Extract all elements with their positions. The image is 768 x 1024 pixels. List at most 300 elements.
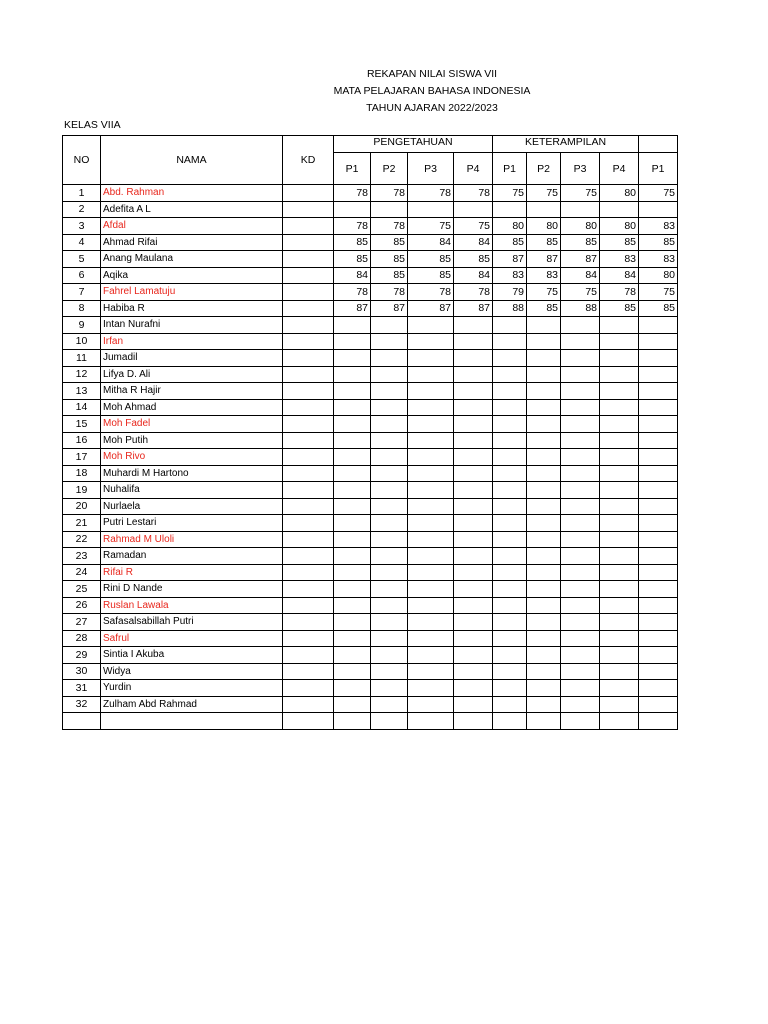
score-cell: 85	[600, 300, 639, 317]
score-cell	[408, 333, 454, 350]
score-cell	[493, 696, 527, 713]
title-line-2: MATA PELAJARAN BAHASA INDONESIA	[333, 85, 531, 97]
row-number: 11	[63, 350, 101, 367]
score-cell	[639, 548, 678, 565]
score-cell	[639, 680, 678, 697]
score-cell: 78	[454, 185, 493, 202]
score-cell	[454, 515, 493, 532]
score-cell	[639, 696, 678, 713]
score-cell	[454, 399, 493, 416]
score-cell: 88	[561, 300, 600, 317]
score-cell	[639, 663, 678, 680]
row-number: 26	[63, 597, 101, 614]
table-row	[63, 548, 678, 565]
score-cell	[371, 317, 408, 334]
score-cell	[561, 597, 600, 614]
sub-header: P2	[371, 153, 408, 185]
score-cell: 84	[454, 267, 493, 284]
score-cell	[561, 515, 600, 532]
student-name: Ahmad Rifai	[101, 234, 283, 251]
student-name: Adefita A L	[101, 201, 283, 218]
row-number: 28	[63, 630, 101, 647]
score-cell	[408, 482, 454, 499]
score-cell	[639, 465, 678, 482]
score-cell	[371, 548, 408, 565]
kd-cell	[283, 267, 334, 284]
score-cell	[639, 713, 678, 730]
kd-cell	[283, 251, 334, 268]
row-number: 15	[63, 416, 101, 433]
score-cell	[527, 515, 561, 532]
score-cell	[561, 416, 600, 433]
score-cell	[454, 317, 493, 334]
row-number: 25	[63, 581, 101, 598]
score-cell	[371, 383, 408, 400]
score-cell	[639, 366, 678, 383]
score-cell	[454, 482, 493, 499]
score-cell	[600, 713, 639, 730]
table-row	[63, 251, 678, 268]
row-number: 2	[63, 201, 101, 218]
score-cell	[334, 333, 371, 350]
score-cell	[639, 317, 678, 334]
score-cell	[527, 416, 561, 433]
score-cell: 83	[639, 251, 678, 268]
row-number: 3	[63, 218, 101, 235]
score-cell	[561, 531, 600, 548]
score-cell	[639, 350, 678, 367]
table-row	[63, 515, 678, 532]
score-cell	[639, 416, 678, 433]
score-cell	[408, 630, 454, 647]
score-cell: 75	[493, 185, 527, 202]
score-cell	[600, 465, 639, 482]
title-line-1: REKAPAN NILAI SISWA VII	[366, 68, 498, 80]
score-cell	[527, 597, 561, 614]
score-cell	[334, 383, 371, 400]
score-cell	[639, 482, 678, 499]
table-row	[63, 317, 678, 334]
score-cell	[454, 548, 493, 565]
kd-cell	[283, 482, 334, 499]
score-cell	[371, 201, 408, 218]
score-cell	[493, 482, 527, 499]
table-row	[63, 614, 678, 631]
row-number: 30	[63, 663, 101, 680]
score-cell	[561, 201, 600, 218]
student-name: Abd. Rahman	[101, 185, 283, 202]
kd-cell	[283, 531, 334, 548]
score-cell	[371, 366, 408, 383]
kd-cell	[283, 564, 334, 581]
table-row	[63, 465, 678, 482]
student-name: Ramadan	[101, 548, 283, 565]
score-cell	[600, 366, 639, 383]
score-cell	[639, 647, 678, 664]
score-cell	[334, 696, 371, 713]
score-cell	[334, 498, 371, 515]
table-row	[63, 531, 678, 548]
row-number: 24	[63, 564, 101, 581]
score-cell	[493, 465, 527, 482]
score-cell	[408, 416, 454, 433]
score-cell: 84	[600, 267, 639, 284]
score-cell	[639, 498, 678, 515]
score-cell	[600, 383, 639, 400]
score-cell	[493, 597, 527, 614]
score-cell: 85	[408, 251, 454, 268]
kd-cell	[283, 614, 334, 631]
score-cell	[561, 564, 600, 581]
score-cell	[334, 531, 371, 548]
score-cell	[454, 465, 493, 482]
kd-cell	[283, 465, 334, 482]
score-cell	[334, 581, 371, 598]
row-number: 4	[63, 234, 101, 251]
student-name: Yurdin	[101, 680, 283, 697]
kd-cell	[283, 498, 334, 515]
student-name: Aqika	[101, 267, 283, 284]
table-row	[63, 383, 678, 400]
score-cell	[561, 482, 600, 499]
score-cell	[493, 201, 527, 218]
kd-cell	[283, 201, 334, 218]
score-cell	[334, 713, 371, 730]
table-row	[63, 366, 678, 383]
score-cell: 75	[561, 284, 600, 301]
score-cell	[639, 564, 678, 581]
score-cell	[371, 647, 408, 664]
score-cell	[371, 680, 408, 697]
score-cell: 78	[408, 185, 454, 202]
row-number: 29	[63, 647, 101, 664]
score-cell	[454, 449, 493, 466]
score-cell	[334, 449, 371, 466]
student-name: Habiba R	[101, 300, 283, 317]
student-name: Moh Rivo	[101, 449, 283, 466]
score-cell	[527, 350, 561, 367]
score-cell	[371, 564, 408, 581]
score-cell	[527, 201, 561, 218]
score-cell	[493, 515, 527, 532]
score-cell	[334, 317, 371, 334]
kd-cell	[283, 383, 334, 400]
table-row	[63, 449, 678, 466]
kd-cell	[283, 416, 334, 433]
score-cell	[527, 548, 561, 565]
row-number: 20	[63, 498, 101, 515]
score-cell	[454, 366, 493, 383]
score-cell	[334, 663, 371, 680]
score-cell	[639, 630, 678, 647]
score-cell	[408, 680, 454, 697]
score-cell	[527, 333, 561, 350]
row-number: 6	[63, 267, 101, 284]
class-label: KELAS VIIA	[64, 119, 121, 131]
student-name: Rahmad M Uloli	[101, 531, 283, 548]
kd-cell	[283, 185, 334, 202]
score-cell	[600, 498, 639, 515]
row-number: 12	[63, 366, 101, 383]
score-cell	[527, 482, 561, 499]
score-cell	[639, 581, 678, 598]
score-cell	[371, 449, 408, 466]
score-cell	[408, 383, 454, 400]
kd-cell	[283, 449, 334, 466]
kd-cell	[283, 234, 334, 251]
score-cell	[639, 383, 678, 400]
score-cell	[639, 399, 678, 416]
score-cell: 85	[600, 234, 639, 251]
score-cell	[454, 680, 493, 697]
score-cell	[334, 399, 371, 416]
score-cell	[527, 696, 561, 713]
score-cell: 75	[561, 185, 600, 202]
kd-cell	[283, 515, 334, 532]
row-number: 1	[63, 185, 101, 202]
score-cell	[639, 515, 678, 532]
score-cell	[334, 482, 371, 499]
table-row	[63, 399, 678, 416]
score-cell	[527, 663, 561, 680]
score-cell: 80	[600, 218, 639, 235]
score-cell	[408, 696, 454, 713]
score-cell	[408, 432, 454, 449]
score-cell	[408, 614, 454, 631]
score-cell	[334, 432, 371, 449]
sub-header: P3	[408, 153, 454, 185]
score-cell: 78	[371, 284, 408, 301]
score-cell: 87	[493, 251, 527, 268]
score-cell	[454, 597, 493, 614]
score-cell	[561, 548, 600, 565]
student-name: Moh Putih	[101, 432, 283, 449]
student-name: Jumadil	[101, 350, 283, 367]
kd-cell	[283, 284, 334, 301]
score-cell: 75	[639, 185, 678, 202]
score-cell	[527, 366, 561, 383]
score-cell	[408, 597, 454, 614]
score-cell	[527, 432, 561, 449]
score-cell	[639, 531, 678, 548]
score-cell	[493, 663, 527, 680]
score-cell: 75	[454, 218, 493, 235]
student-name: Widya	[101, 663, 283, 680]
score-cell	[639, 597, 678, 614]
score-cell	[493, 531, 527, 548]
row-number: 32	[63, 696, 101, 713]
table-row	[63, 647, 678, 664]
score-cell	[408, 515, 454, 532]
score-cell	[334, 597, 371, 614]
score-cell	[493, 680, 527, 697]
score-cell	[454, 696, 493, 713]
student-name	[101, 713, 283, 730]
score-cell	[493, 614, 527, 631]
score-cell	[371, 696, 408, 713]
score-cell	[371, 416, 408, 433]
kd-cell	[283, 218, 334, 235]
score-cell	[527, 581, 561, 598]
row-number	[63, 713, 101, 730]
score-cell	[408, 647, 454, 664]
score-cell: 78	[454, 284, 493, 301]
kd-cell	[283, 350, 334, 367]
table-row	[63, 185, 678, 202]
row-number: 9	[63, 317, 101, 334]
score-cell: 78	[408, 284, 454, 301]
score-cell	[493, 449, 527, 466]
kd-cell	[283, 432, 334, 449]
score-cell	[600, 350, 639, 367]
score-cell	[561, 465, 600, 482]
score-cell	[454, 663, 493, 680]
score-cell	[408, 366, 454, 383]
score-cell: 78	[334, 185, 371, 202]
table-row	[63, 432, 678, 449]
score-cell	[600, 614, 639, 631]
sub-header: P3	[561, 153, 600, 185]
score-cell: 83	[527, 267, 561, 284]
student-name: Fahrel Lamatuju	[101, 284, 283, 301]
score-cell: 83	[639, 218, 678, 235]
score-cell	[493, 647, 527, 664]
score-cell	[408, 350, 454, 367]
score-cell	[454, 564, 493, 581]
score-cell	[334, 647, 371, 664]
score-cell	[371, 630, 408, 647]
kd-cell	[283, 713, 334, 730]
score-cell	[600, 515, 639, 532]
group-header-skills: KETERAMPILAN	[493, 136, 639, 153]
score-cell: 87	[408, 300, 454, 317]
score-cell	[408, 498, 454, 515]
score-cell	[454, 581, 493, 598]
score-cell	[334, 564, 371, 581]
sub-header: P2	[527, 153, 561, 185]
score-cell: 78	[371, 218, 408, 235]
row-number: 21	[63, 515, 101, 532]
score-cell	[408, 564, 454, 581]
score-cell	[454, 498, 493, 515]
table-row	[63, 300, 678, 317]
score-cell	[527, 647, 561, 664]
score-cell	[527, 564, 561, 581]
score-cell	[561, 614, 600, 631]
score-cell	[600, 317, 639, 334]
score-cell	[334, 680, 371, 697]
score-cell	[527, 630, 561, 647]
score-cell	[408, 449, 454, 466]
score-cell: 87	[454, 300, 493, 317]
kd-cell	[283, 630, 334, 647]
score-cell	[493, 548, 527, 565]
score-cell: 80	[527, 218, 561, 235]
score-cell: 85	[371, 251, 408, 268]
score-cell	[408, 531, 454, 548]
table-row	[63, 630, 678, 647]
score-cell	[561, 713, 600, 730]
student-name: Moh Fadel	[101, 416, 283, 433]
score-cell	[600, 597, 639, 614]
score-cell	[561, 498, 600, 515]
row-number: 7	[63, 284, 101, 301]
score-cell: 85	[408, 267, 454, 284]
score-cell	[493, 317, 527, 334]
score-cell	[561, 647, 600, 664]
table-row	[63, 333, 678, 350]
student-name: Safrul	[101, 630, 283, 647]
table-row	[63, 416, 678, 433]
score-cell	[561, 383, 600, 400]
score-cell	[527, 399, 561, 416]
score-cell	[408, 399, 454, 416]
score-cell	[334, 416, 371, 433]
kd-cell	[283, 696, 334, 713]
kd-cell	[283, 581, 334, 598]
kd-cell	[283, 366, 334, 383]
table-row	[63, 498, 678, 515]
score-cell	[527, 680, 561, 697]
table-row	[63, 267, 678, 284]
score-cell: 83	[600, 251, 639, 268]
score-cell	[639, 449, 678, 466]
row-number: 19	[63, 482, 101, 499]
score-cell	[454, 350, 493, 367]
report-title	[0, 66, 768, 117]
score-cell	[600, 663, 639, 680]
score-cell	[334, 366, 371, 383]
kd-cell	[283, 548, 334, 565]
row-number: 27	[63, 614, 101, 631]
score-cell	[561, 350, 600, 367]
kd-cell	[283, 333, 334, 350]
sub-header: P1	[493, 153, 527, 185]
score-cell	[493, 432, 527, 449]
col-header-kd: KD	[283, 136, 334, 185]
score-cell: 85	[334, 251, 371, 268]
student-name: Safasalsabillah Putri	[101, 614, 283, 631]
score-cell	[371, 515, 408, 532]
score-cell	[493, 564, 527, 581]
score-cell: 84	[561, 267, 600, 284]
score-cell: 83	[493, 267, 527, 284]
score-cell	[600, 680, 639, 697]
student-name: Lifya D. Ali	[101, 366, 283, 383]
student-name: Rifai R	[101, 564, 283, 581]
score-cell	[371, 531, 408, 548]
score-cell: 78	[371, 185, 408, 202]
score-cell	[371, 432, 408, 449]
score-cell	[561, 696, 600, 713]
score-cell	[527, 614, 561, 631]
score-cell	[639, 614, 678, 631]
score-cell: 85	[493, 234, 527, 251]
score-cell	[600, 333, 639, 350]
score-cell	[527, 449, 561, 466]
score-cell	[493, 333, 527, 350]
score-cell	[371, 581, 408, 598]
score-cell	[454, 432, 493, 449]
score-cell	[639, 333, 678, 350]
score-cell: 78	[334, 284, 371, 301]
kd-cell	[283, 680, 334, 697]
score-cell	[371, 614, 408, 631]
score-cell	[600, 581, 639, 598]
score-cell: 75	[639, 284, 678, 301]
grades-table	[62, 135, 678, 730]
score-cell: 78	[600, 284, 639, 301]
